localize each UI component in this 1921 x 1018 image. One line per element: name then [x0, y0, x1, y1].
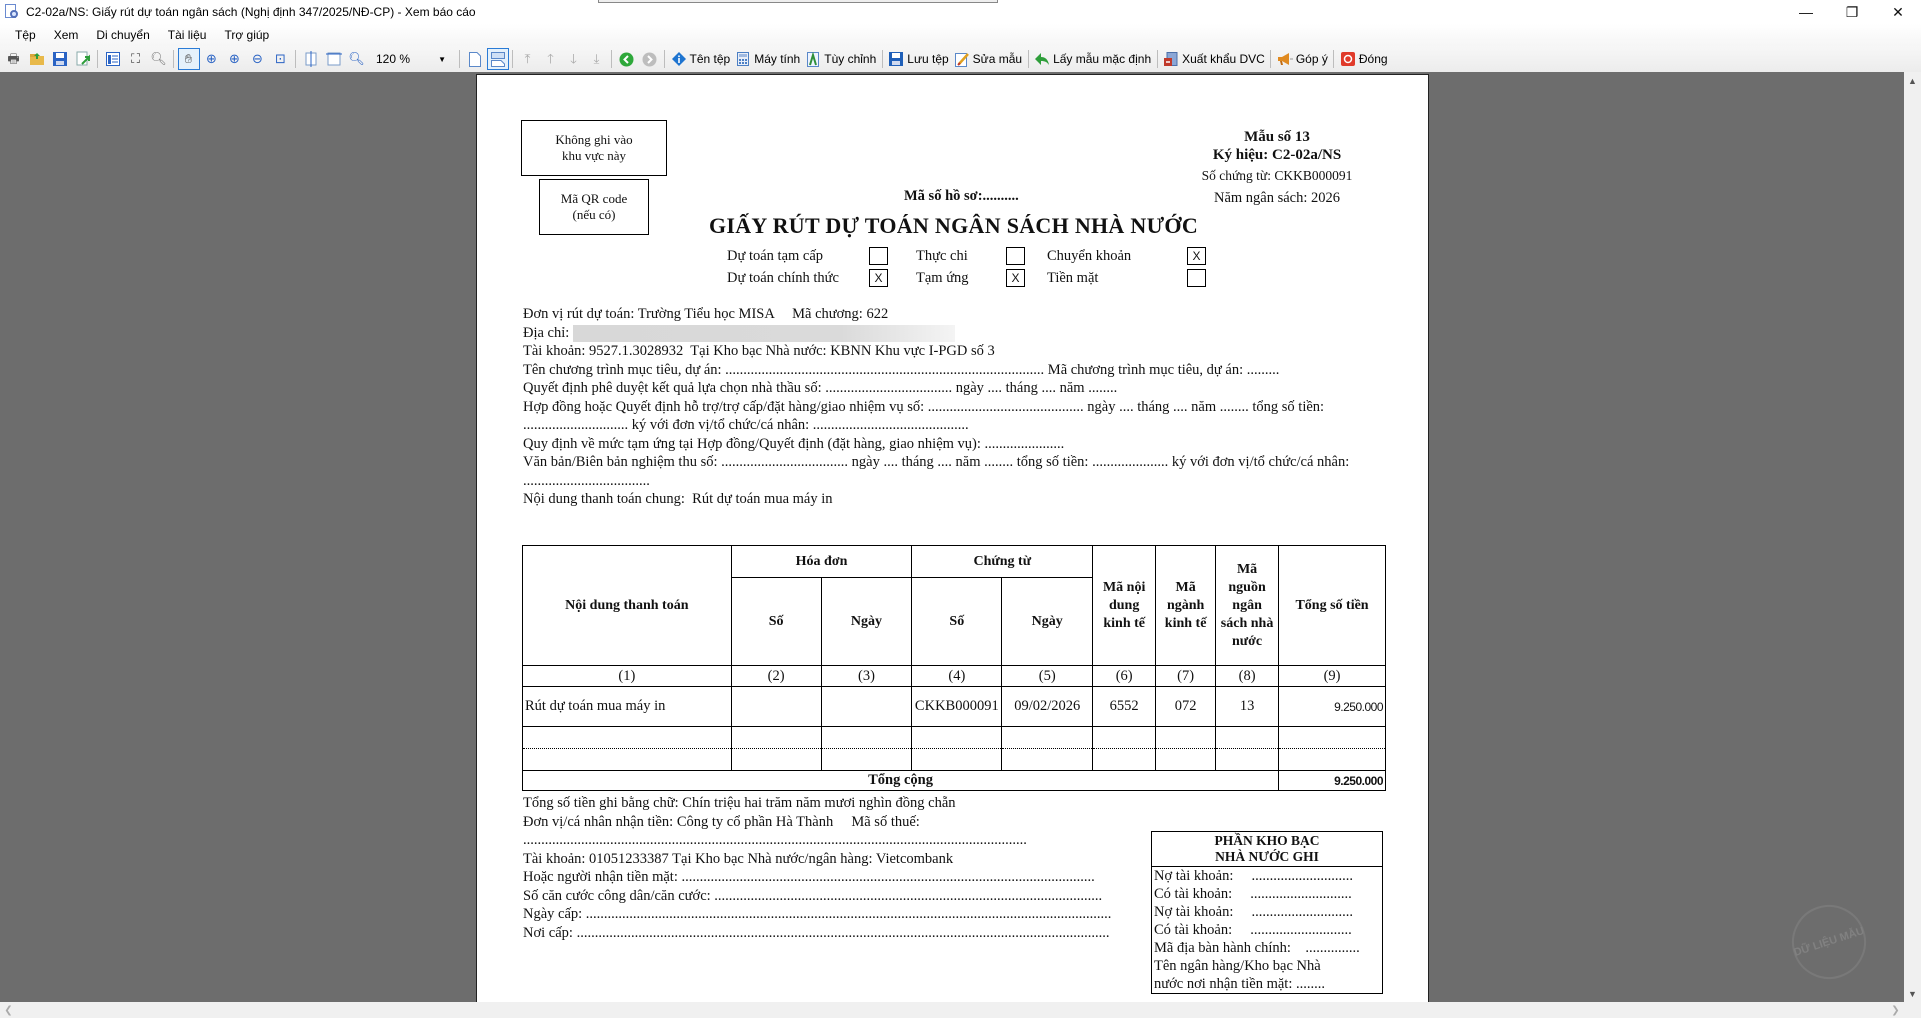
toolbar	[0, 46, 1921, 72]
export-dvc-button[interactable]	[1161, 48, 1267, 70]
toolbar-separator	[97, 50, 98, 68]
single-page-icon	[467, 51, 483, 67]
total-value: 9.250.000	[1279, 771, 1386, 791]
toolbar-separator	[664, 50, 665, 68]
payee-line: Đơn vị/cá nhân nhận tiền: Công ty cổ phần Hà Thành Mã số thuế:	[523, 813, 920, 830]
amount-in-words: Tổng số tiền ghi bằng chữ: Chín triệu hai trăm năm mươi nghìn đồng chẵn	[523, 795, 956, 811]
last-page-icon: ⤓	[593, 51, 600, 66]
treasury-admin-area-code: Mã địa bàn hành chính: ...............	[1154, 940, 1360, 956]
checkbox-chuyen-khoan: X	[1187, 247, 1206, 265]
toolbar-separator	[1028, 50, 1029, 68]
document-title: GIẤY RÚT DỰ TOÁN NGÂN SÁCH NHÀ NƯỚC	[708, 213, 1199, 238]
zoom-in-icon: ⊕	[229, 51, 240, 66]
checkbox-label-tam-ung: Tạm ứng	[916, 269, 969, 286]
toolbar-separator	[459, 50, 460, 68]
actual-size-button[interactable]	[346, 48, 368, 70]
address-label: Địa chỉ:	[523, 324, 570, 341]
fit-width-icon	[326, 51, 342, 67]
continuous-page-button[interactable]	[487, 48, 509, 70]
header-voucher-date: Ngày	[1002, 578, 1093, 666]
save-file-label: Lưu tệp	[907, 52, 949, 66]
floppy-disk-icon	[52, 51, 68, 67]
forward-button[interactable]	[639, 48, 661, 70]
column-number: (9)	[1279, 666, 1386, 687]
watermark-text: DỮ LIỆU MẪU	[1792, 924, 1866, 960]
feedback-label: Góp ý	[1295, 52, 1328, 66]
document-map-button[interactable]	[102, 48, 124, 70]
scroll-down-icon[interactable]: ▼	[1908, 988, 1917, 999]
toolbar-separator	[882, 50, 883, 68]
back-button[interactable]	[616, 48, 638, 70]
header-industry-code: Mã ngành kinh tế	[1156, 546, 1216, 666]
form-number: Mẫu số 13	[1244, 129, 1310, 145]
zoom-updown-icon: ⊕	[206, 51, 217, 66]
treasury-bank-name: Tên ngân hàng/Kho bạc Nhà	[1154, 958, 1321, 974]
toolbar-separator	[1333, 50, 1334, 68]
header-invoice: Hóa đơn	[731, 546, 912, 578]
column-number: (7)	[1156, 666, 1216, 687]
advance-rule-line: Quy định về mức tạm ứng tại Hợp đồng/Quyết định (đặt hàng, giao nhiệm vụ): ......................	[523, 435, 1065, 452]
fit-width-button[interactable]	[323, 48, 345, 70]
print-button[interactable]	[3, 48, 25, 70]
close-report-button[interactable]	[1338, 48, 1390, 70]
column-number: (5)	[1002, 666, 1093, 687]
arrow-up-icon: 🡑	[547, 51, 554, 66]
default-template-button[interactable]	[1032, 48, 1153, 70]
cell-invoice-date	[821, 687, 912, 727]
page-search-button[interactable]	[148, 48, 170, 70]
cell-industry-code: 072	[1156, 687, 1216, 727]
treasury-section-header	[1152, 832, 1382, 867]
column-number-row	[523, 666, 1386, 687]
toolbar-separator	[1157, 50, 1158, 68]
zoom-100-icon: 🔍︎	[348, 51, 365, 66]
voucher-number: Số chứng từ: CKKB000091	[1201, 168, 1353, 183]
customize-button[interactable]	[803, 48, 878, 70]
minimize-button[interactable]: —	[1799, 4, 1813, 20]
menu-help[interactable]: Trợ giúp	[224, 28, 270, 42]
cell-payment-content: Rút dự toán mua máy in	[523, 687, 732, 727]
header-total-amount: Tổng số tiền	[1279, 546, 1386, 666]
edit-template-label: Sửa mẫu	[972, 52, 1023, 66]
payment-table	[522, 545, 1386, 791]
issue-place-line: Nơi cấp: ...................................................................................................................................................	[523, 924, 1110, 941]
previous-page-button[interactable]	[540, 48, 562, 70]
empty-row	[523, 727, 1386, 749]
report-page	[476, 74, 1429, 1002]
file-name-button[interactable]	[669, 48, 733, 70]
find-button[interactable]	[125, 48, 147, 70]
fit-height-button[interactable]	[300, 48, 322, 70]
total-label: Tổng cộng	[523, 771, 1279, 791]
feedback-button[interactable]	[1275, 48, 1330, 70]
scroll-up-icon[interactable]: ▲	[1908, 75, 1917, 86]
cell-voucher-number: CKKB000091	[912, 687, 1002, 727]
payment-content-line: Nội dung thanh toán chung: Rút dự toán mua máy in	[523, 491, 833, 507]
toolbar-separator	[1270, 50, 1271, 68]
toolbar-separator	[173, 50, 174, 68]
horizontal-scrollbar[interactable]	[0, 1002, 1904, 1018]
overlay-window-edge	[598, 0, 998, 3]
toolbar-separator	[611, 50, 612, 68]
report-viewer[interactable]	[0, 72, 1904, 1002]
menu-document[interactable]: Tài liệu	[167, 28, 207, 42]
cash-receiver-line: Hoặc người nhận tiền mặt: ..................................................................................................................	[523, 869, 1095, 885]
payee-account-line: Tài khoản: 01051233387 Tại Kho bạc Nhà nước/ngân hàng: Vietcombank	[523, 850, 954, 867]
budget-year: Năm ngân sách: 2026	[1213, 190, 1341, 206]
menu-view[interactable]: Xem	[53, 28, 79, 42]
continuous-pages-icon	[490, 51, 506, 67]
tax-code-dots: ...........................................................................................................................................	[523, 832, 1027, 848]
header-invoice-date: Ngày	[821, 578, 912, 666]
back-arrow-icon	[619, 51, 635, 67]
export-page-icon	[75, 51, 91, 67]
window-title: C2-02a/NS: Giấy rút dự toán ngân sách (Nghị định 347/2025/NĐ-CP) - Xem báo cáo	[26, 5, 476, 19]
checkbox-label-du-toan-chinh-thuc: Dự toán chính thức	[727, 269, 839, 286]
scroll-right-icon[interactable]: ❯	[1891, 1004, 1900, 1016]
checkbox-du-toan-tam-cap	[869, 247, 888, 265]
acceptance-line: Văn bản/Biên bản nghiệm thu số: ................................... ngày .... tháng .... năm ........ tổng số tiền: ..................... ký với đơn vị/tổ chức/cá nhân: ...................................	[523, 454, 1350, 489]
title-bar	[0, 0, 1921, 24]
checkbox-tien-mat	[1187, 269, 1206, 287]
citizen-id-line: Số căn cước công dân/căn cước: ...........................................................................................................	[523, 887, 1103, 904]
column-number: (2)	[731, 666, 821, 687]
cell-economic-content-code: 6552	[1093, 687, 1156, 727]
close-icon	[1340, 51, 1356, 67]
arrow-down-icon: 🡓	[570, 51, 577, 66]
checkbox-tam-ung: X	[1006, 269, 1025, 287]
default-template-label: Lấy mẫu mặc định	[1053, 52, 1152, 66]
payment-type-checkboxes	[727, 245, 1206, 289]
column-number: (8)	[1216, 666, 1279, 687]
export-dvc-label: Xuất khẩu DVC	[1182, 52, 1265, 66]
column-number: (1)	[523, 666, 732, 687]
close-window-button[interactable]: ✕	[1892, 3, 1904, 20]
scroll-left-icon[interactable]: ❮	[4, 1004, 13, 1016]
open-button[interactable]	[26, 48, 48, 70]
treasury-section	[1151, 831, 1383, 994]
treasury-header-line2: NHÀ NƯỚC GHI	[1215, 849, 1319, 864]
budget-unit-line: Đơn vị rút dự toán: Trường Tiểu học MISA Mã chương: 622	[523, 306, 889, 322]
address-redacted	[573, 325, 955, 342]
open-folder-icon	[29, 51, 45, 67]
calculator-label: Máy tính	[754, 52, 801, 66]
toolbar-separator	[295, 50, 296, 68]
export-icon	[1163, 51, 1179, 67]
fit-height-icon	[303, 51, 319, 67]
save-icon	[888, 51, 904, 67]
qr-code-note: (nếu có)	[572, 207, 616, 222]
calculator-button[interactable]	[733, 48, 802, 70]
cell-budget-source-code: 13	[1216, 687, 1279, 727]
zoom-region-button[interactable]	[270, 48, 292, 70]
empty-row	[523, 749, 1386, 771]
maximize-button[interactable]: ❐	[1845, 3, 1859, 20]
total-row	[523, 771, 1386, 791]
binoculars-icon: ⛶	[130, 51, 141, 66]
checkbox-thuc-chi	[1006, 247, 1025, 265]
header-voucher: Chứng từ	[912, 546, 1093, 578]
checkbox-label-thuc-chi: Thực chi	[916, 247, 968, 264]
edit-template-icon	[954, 51, 970, 67]
zoom-in-button[interactable]	[224, 48, 246, 70]
export-button[interactable]	[72, 48, 94, 70]
zoom-out-icon: ⊖	[252, 51, 263, 66]
column-number: (3)	[821, 666, 912, 687]
close-report-label: Đóng	[1358, 52, 1388, 66]
zoom-region-icon: ⊡	[275, 51, 286, 66]
qr-code-label: Mã QR code	[560, 191, 628, 206]
header-payment-content: Nội dung thanh toán	[523, 546, 732, 666]
payee-fields	[523, 794, 1143, 942]
treasury-debit-account: Nợ tài khoản: ............................	[1154, 868, 1353, 884]
zoom-level-value: 120 %	[376, 52, 411, 66]
form-symbol: Ký hiệu: C2-02a/NS	[1212, 147, 1342, 163]
scrollbar-corner	[1904, 1002, 1921, 1018]
zoom-out-button[interactable]	[247, 48, 269, 70]
checkbox-label-chuyen-khoan: Chuyển khoản	[1047, 247, 1132, 264]
cell-voucher-date: 09/02/2026	[1002, 687, 1093, 727]
menu-bar	[0, 24, 1921, 46]
contract-line: Hợp đồng hoặc Quyết định hỗ trợ/trợ cấp/đặt hàng/giao nhiệm vụ số: ........................................... ngày .... tháng .... năm ........ tổng số tiền: ............................. ký với đơn vị/tổ chức/cá nhân: ...........................................	[523, 398, 1325, 433]
table-row	[523, 687, 1386, 727]
checkbox-label-du-toan-tam-cap: Dự toán tạm cấp	[727, 247, 824, 264]
hand-icon: ✋︎	[184, 51, 193, 66]
treasury-bank-name-cont: nước nơi nhận tiền mặt: ........	[1154, 976, 1325, 992]
header-budget-source-code: Mã nguồn ngân sách nhà nước	[1216, 546, 1279, 666]
treasury-header-line1: PHẦN KHO BẠC	[1214, 833, 1320, 848]
column-number: (4)	[912, 666, 1002, 687]
cell-invoice-number	[731, 687, 821, 727]
zoom-tool-button[interactable]	[201, 48, 223, 70]
customize-label: Tùy chỉnh	[824, 52, 877, 66]
report-viewer-app-icon	[4, 4, 20, 20]
program-line: Tên chương trình mục tiêu, dự án: ........................................................................................ Mã chương trình mục tiêu, dự án: .........	[523, 361, 1280, 378]
toolbar-separator	[512, 50, 513, 68]
printer-icon: 🖶	[7, 51, 20, 66]
page-magnifier-icon: 🔍︎	[150, 51, 167, 66]
save-disk-button[interactable]	[49, 48, 71, 70]
file-name-label: Tên tệp	[689, 52, 731, 66]
info-icon	[671, 51, 687, 67]
no-write-area-box	[521, 120, 667, 176]
menu-navigate[interactable]: Di chuyển	[96, 28, 150, 42]
save-file-button[interactable]	[886, 48, 950, 70]
header-fields	[523, 305, 1385, 509]
forward-arrow-icon	[642, 51, 658, 67]
last-page-button[interactable]	[586, 48, 608, 70]
single-page-button[interactable]	[464, 48, 486, 70]
header-invoice-number: Số	[731, 578, 821, 666]
treasury-debit-account: Nợ tài khoản: ............................	[1154, 904, 1353, 920]
issue-date-line: Ngày cấp: .................................................................................................................................................	[523, 906, 1112, 922]
undo-icon	[1034, 51, 1050, 67]
treasury-credit-account: Có tài khoản: ............................	[1154, 886, 1352, 902]
checkbox-du-toan-chinh-thuc: X	[869, 269, 888, 287]
treasury-credit-account: Có tài khoản: ............................	[1154, 922, 1352, 938]
edit-template-button[interactable]	[952, 48, 1024, 70]
first-page-button[interactable]	[517, 48, 539, 70]
address-line	[523, 324, 1385, 343]
document-map-icon	[105, 51, 121, 67]
hand-tool-button[interactable]	[178, 48, 200, 70]
next-page-button[interactable]	[563, 48, 585, 70]
cell-amount: 9.250.000	[1279, 687, 1386, 727]
menu-file[interactable]: Tệp	[15, 28, 36, 42]
header-voucher-number: Số	[912, 578, 1002, 666]
first-page-icon: ⤒	[524, 51, 531, 66]
chevron-down-icon: ▼	[438, 54, 446, 64]
header-economic-content-code: Mã nội dung kinh tế	[1093, 546, 1156, 666]
checkbox-label-tien-mat: Tiền mặt	[1047, 269, 1099, 286]
megaphone-icon	[1277, 51, 1293, 67]
form-info-block	[1177, 128, 1377, 207]
column-number: (6)	[1093, 666, 1156, 687]
profile-code: Mã số hồ sơ:..........	[904, 188, 1019, 204]
customize-icon	[805, 51, 821, 67]
vertical-scrollbar[interactable]	[1904, 72, 1921, 1002]
calculator-icon	[735, 51, 751, 67]
no-write-area-text: Không ghi vào khu vực này	[555, 132, 633, 163]
account-line: Tài khoản: 9527.1.3028932 Tại Kho bạc Nhà nước: KBNN Khu vực I-PGD số 3	[523, 343, 995, 359]
zoom-level-select[interactable]	[372, 49, 450, 69]
contractor-decision-line: Quyết định phê duyệt kết quả lựa chọn nhà thầu số: ................................... ngày .... tháng .... năm ........	[523, 380, 1118, 396]
